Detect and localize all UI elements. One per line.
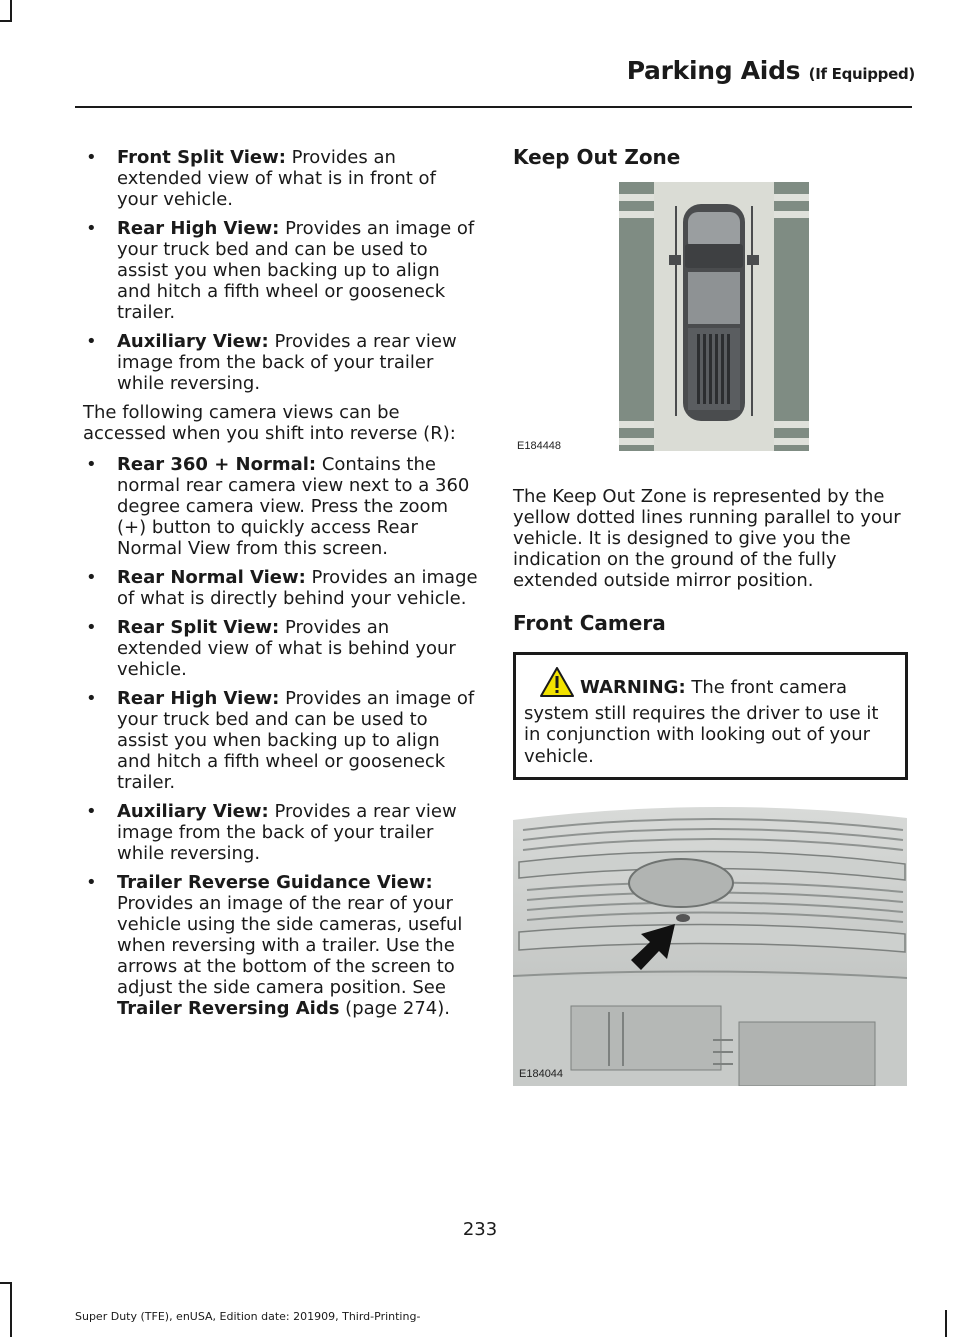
section-subtitle: (If Equipped) xyxy=(808,65,915,83)
list-item-text: Contains the normal rear camera view next to a 360 degree camera view. Press the zoom (+) button to quickly access Rear Normal View from this screen. xyxy=(117,454,470,559)
crop-mark xyxy=(10,1282,12,1337)
keep-out-zone-text: The Keep Out Zone is represented by the yellow dotted lines running parallel to your vehicle. It is designed to give you the indication on the ground of the fully extended outside mirror position. xyxy=(513,486,901,591)
list-item xyxy=(83,331,478,394)
cross-reference-link[interactable]: Trailer Reversing Aids xyxy=(117,998,340,1019)
keep-out-zone-figure xyxy=(513,182,908,478)
list-item-text: Provides an image of your truck bed and can be used to assist you when backing up to align and hitch a fifth wheel or gooseneck trailer. xyxy=(117,688,475,793)
crop-mark xyxy=(0,20,12,22)
list-item-text: Provides an image of the rear of your vehicle using the side cameras, useful when reversing with a trailer. Use the arrows at the bottom of the screen to adjust the side camera position. See xyxy=(117,893,463,998)
warning-icon xyxy=(540,667,574,703)
warning-label: WARNING: xyxy=(580,677,686,698)
list-item-term: Rear High View: xyxy=(117,688,280,709)
list-item-text: Provides an extended view of what is behind your vehicle. xyxy=(117,617,456,680)
list-item-text: Provides an image of your truck bed and can be used to assist you when backing up to align and hitch a fifth wheel or gooseneck trailer. xyxy=(117,218,475,323)
list-item-term: Rear Normal View: xyxy=(117,567,306,588)
list-item xyxy=(83,454,478,559)
warning-text: The front camera system still requires the driver to use it in conjunction with looking out of your vehicle. xyxy=(524,677,879,767)
list-item xyxy=(83,617,478,680)
list-item-text: Provides an image of what is directly behind your vehicle. xyxy=(117,567,478,609)
list-item xyxy=(83,218,478,323)
list-item-term: Rear 360 + Normal: xyxy=(117,454,317,475)
figure-code: E184448 xyxy=(517,440,562,452)
brand-emblem xyxy=(629,859,733,907)
list-item-term: Rear High View: xyxy=(117,218,280,239)
crop-mark xyxy=(0,1282,12,1284)
list-item xyxy=(83,147,478,210)
intro-paragraph: The following camera views can be accessed when you shift into reverse (R): xyxy=(83,402,456,444)
front-camera xyxy=(676,914,690,922)
header-divider xyxy=(75,106,912,108)
list-item-term: Front Split View: xyxy=(117,147,286,168)
fog-lamp-bezel xyxy=(571,1006,721,1070)
front-camera-figure xyxy=(513,800,908,1086)
keep-out-zone-heading: Keep Out Zone xyxy=(513,145,681,169)
list-item xyxy=(83,567,478,609)
list-item xyxy=(83,688,478,793)
section-title: Parking Aids xyxy=(626,56,801,85)
crop-mark xyxy=(945,1310,947,1337)
page-reference: (page 274). xyxy=(339,998,450,1019)
list-item-term: Rear Split View: xyxy=(117,617,280,638)
list-item-text: Provides a rear view image from the back of your trailer while reversing. xyxy=(117,331,457,394)
list-item-term: Auxiliary View: xyxy=(117,801,269,822)
list-item xyxy=(83,801,478,864)
page-title xyxy=(0,56,915,85)
figure-code: E184044 xyxy=(519,1068,564,1080)
list-item-term: Auxiliary View: xyxy=(117,331,269,352)
list-item-term: Trailer Reverse Guidance View: xyxy=(117,872,433,893)
list-item xyxy=(83,872,478,1019)
keep-out-line xyxy=(675,206,677,416)
list-item-text: Provides a rear view image from the back of your trailer while reversing. xyxy=(117,801,457,864)
front-camera-illustration xyxy=(513,800,907,1086)
page-number: 233 xyxy=(462,1219,498,1240)
keep-out-line xyxy=(751,206,753,416)
front-camera-heading: Front Camera xyxy=(513,611,666,635)
edition-footer: Super Duty (TFE), enUSA, Edition date: 201909, Third-Printing- xyxy=(75,1310,421,1323)
crop-mark xyxy=(10,0,12,22)
left-column xyxy=(83,147,478,1027)
warning-box xyxy=(513,652,908,780)
list-item-text: Provides an extended view of what is in front of your vehicle. xyxy=(117,147,436,210)
right-column xyxy=(513,147,908,1086)
keep-out-zone-illustration xyxy=(619,182,809,451)
